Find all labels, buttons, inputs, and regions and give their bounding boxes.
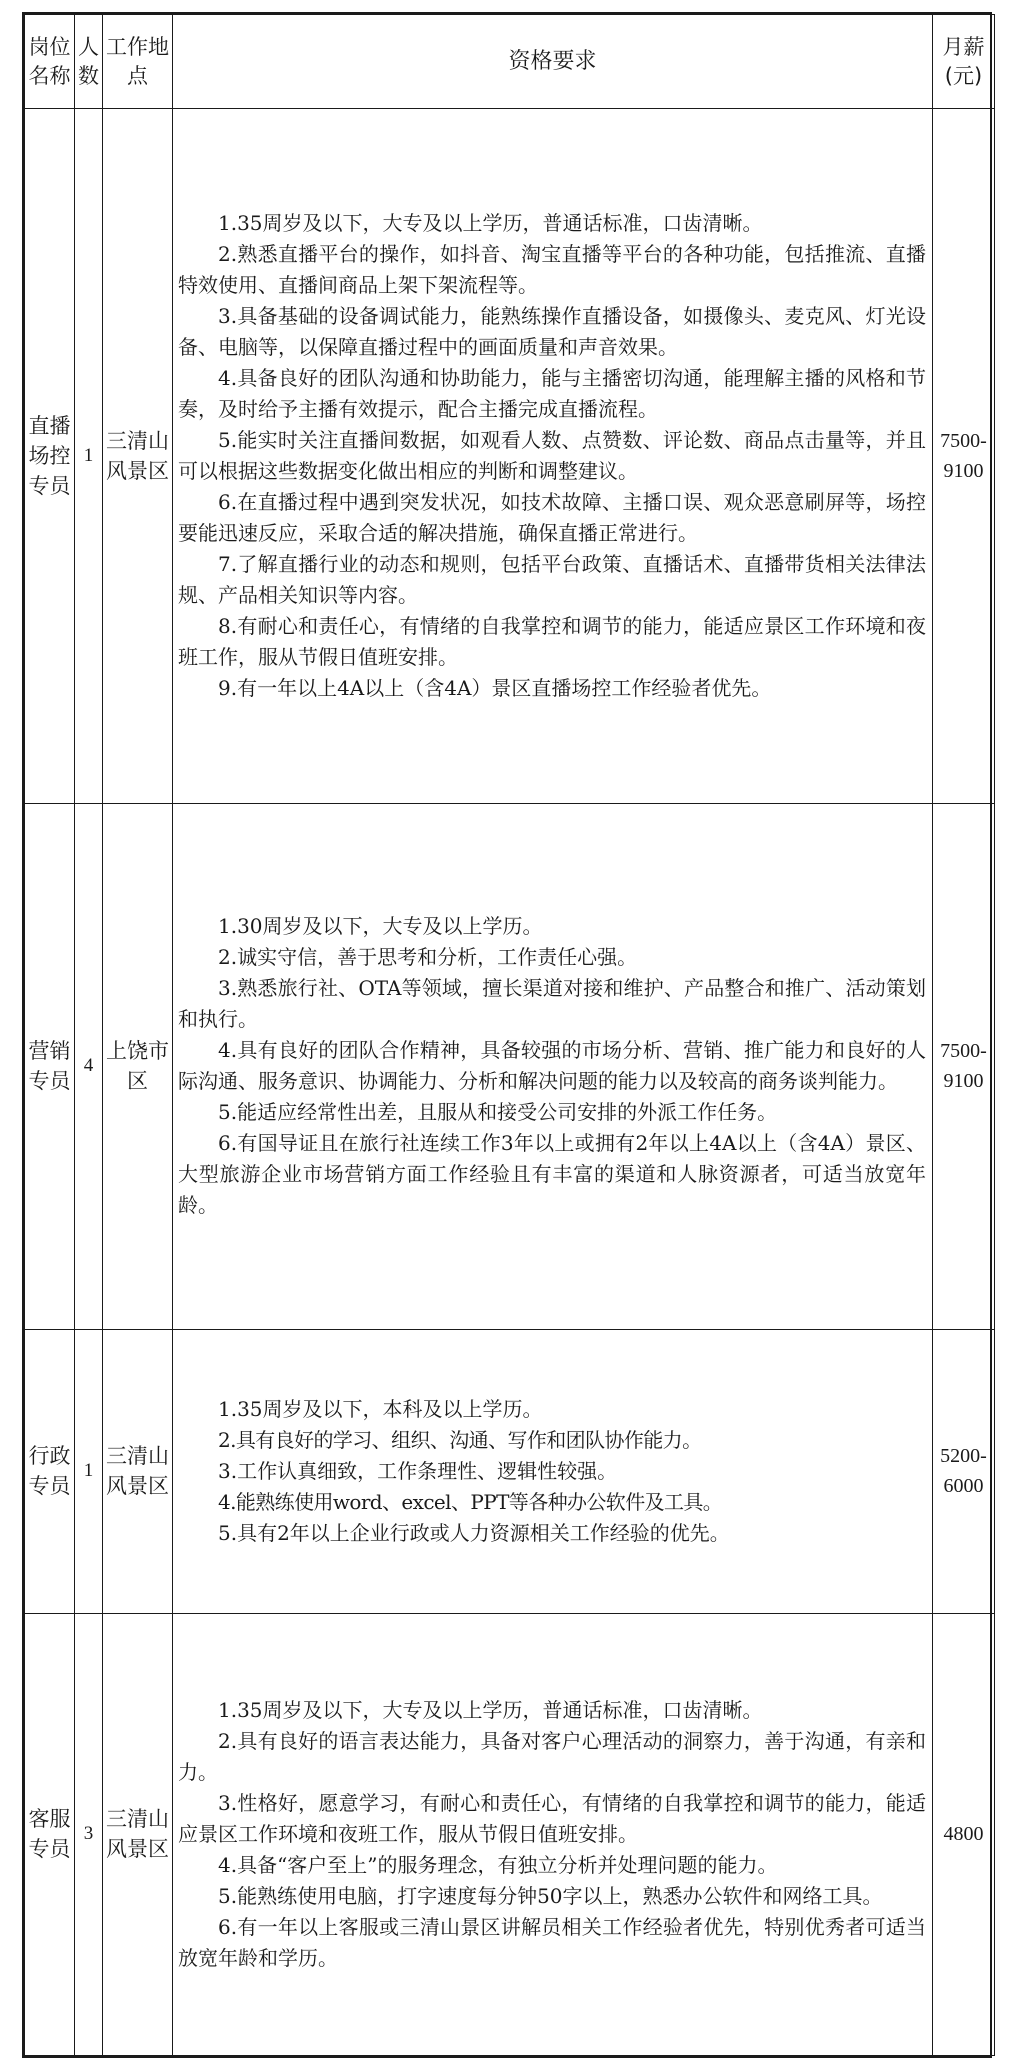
cell-count: 3 [75,1613,103,2055]
cell-salary: 7500-9100 [933,109,995,804]
requirement-item: 6.在直播过程中遇到突发状况，如技术故障、主播口误、观众恶意刷屏等，场控要能迅速反应，采取合适的解决措施，确保直播正常进行。 [178,489,926,545]
requirement-item: 9.有一年以上4A以上（含4A）景区直播场控工作经验者优先。 [218,675,772,700]
requirement-item: 3.工作认真细致，工作条理性、逻辑性较强。 [218,1458,618,1483]
cell-salary: 5200-6000 [933,1329,995,1613]
header-salary: 月薪(元) [933,15,995,109]
cell-requirements [173,1329,933,1613]
requirement-item: 6.有一年以上客服或三清山景区讲解员相关工作经验者优先，特别优秀者可适当放宽年龄和学历。 [178,1914,926,1970]
header-count: 人数 [75,15,103,109]
requirement-item: 5.具有2年以上企业行政或人力资源相关工作经验的优先。 [218,1520,730,1545]
cell-salary: 4800 [933,1613,995,2055]
requirement-item: 5.能熟练使用电脑，打字速度每分钟50字以上，熟悉办公软件和网络工具。 [218,1883,883,1908]
header-location: 工作地点 [103,15,173,109]
requirement-item: 3.性格好，愿意学习，有耐心和责任心，有情绪的自我掌控和调节的能力，能适应景区工作环境和夜班工作，服从节假日值班安排。 [178,1790,926,1846]
requirement-item: 3.熟悉旅行社、OTA等领域，擅长渠道对接和维护、产品整合和推广、活动策划和执行。 [178,976,926,1032]
cell-count: 1 [75,109,103,804]
requirement-item: 7.了解直播行业的动态和规则，包括平台政策、直播话术、直播带货相关法律法规、产品相关知识等内容。 [178,551,926,607]
requirement-item: 1.35周岁及以下，本科及以上学历。 [218,1396,543,1421]
cell-count: 1 [75,1329,103,1613]
header-position: 岗位名称 [25,15,75,109]
requirement-item: 3.具备基础的设备调试能力，能熟练操作直播设备，如摄像头、麦克风、灯光设备、电脑等，以保障直播过程中的画面质量和声音效果。 [178,303,926,359]
cell-salary: 7500-9100 [933,803,995,1329]
requirement-item: 2.熟悉直播平台的操作，如抖音、淘宝直播等平台的各种功能，包括推流、直播特效使用、直播间商品上架下架流程等。 [178,241,926,297]
table-row-livestream-controller [25,109,995,804]
cell-position: 直播场控专员 [25,109,75,804]
cell-position: 营销专员 [25,803,75,1329]
table-row-marketing-specialist [25,803,995,1329]
requirement-item: 1.35周岁及以下，大专及以上学历，普通话标准，口齿清晰。 [218,210,763,235]
requirement-item: 4.能熟练使用word、excel、PPT等各种办公软件及工具。 [218,1489,723,1514]
requirement-item: 2.诚实守信，善于思考和分析，工作责任心强。 [218,945,638,970]
recruitment-table [24,14,995,2056]
header-row [25,15,995,109]
requirement-item: 8.有耐心和责任心，有情绪的自我掌控和调节的能力，能适应景区工作环境和夜班工作，服从节假日值班安排。 [178,613,926,669]
requirement-item: 2.具有良好的语言表达能力，具备对客户心理活动的洞察力，善于沟通，有亲和力。 [178,1728,926,1784]
cell-requirements [173,803,933,1329]
table-row-customer-service [25,1613,995,2055]
requirement-item: 1.35周岁及以下，大专及以上学历，普通话标准，口齿清晰。 [218,1697,763,1722]
header-requirements: 资格要求 [173,15,933,109]
cell-location: 三清山风景区 [103,109,173,804]
cell-position: 行政专员 [25,1329,75,1613]
requirement-item: 5.能适应经常性出差，且服从和接受公司安排的外派工作任务。 [218,1100,778,1125]
requirement-item: 4.具有良好的团队合作精神，具备较强的市场分析、营销、推广能力和良好的人际沟通、服务意识、协调能力、分析和解决问题的能力以及较高的商务谈判能力。 [178,1038,926,1094]
recruitment-table-sheet [22,12,992,2058]
table-row-admin-specialist [25,1329,995,1613]
cell-location: 上饶市区 [103,803,173,1329]
cell-location: 三清山风景区 [103,1329,173,1613]
requirement-item: 1.30周岁及以下，大专及以上学历。 [218,914,543,939]
cell-position: 客服专员 [25,1613,75,2055]
requirement-item: 4.具备“客户至上”的服务理念，有独立分析并处理问题的能力。 [218,1852,778,1877]
cell-requirements [173,1613,933,2055]
requirement-item: 5.能实时关注直播间数据，如观看人数、点赞数、评论数、商品点击量等，并且可以根据这些数据变化做出相应的判断和调整建议。 [178,427,926,483]
requirement-item: 4.具备良好的团队沟通和协助能力，能与主播密切沟通，能理解主播的风格和节奏，及时给予主播有效提示，配合主播完成直播流程。 [178,365,926,421]
cell-count: 4 [75,803,103,1329]
requirement-item: 6.有国导证且在旅行社连续工作3年以上或拥有2年以上4A以上（含4A）景区、大型旅游企业市场营销方面工作经验且有丰富的渠道和人脉资源者，可适当放宽年龄。 [178,1131,926,1218]
cell-location: 三清山风景区 [103,1613,173,2055]
cell-requirements [173,109,933,804]
requirement-item: 2.具有良好的学习、组织、沟通、写作和团队协作能力。 [218,1427,702,1452]
